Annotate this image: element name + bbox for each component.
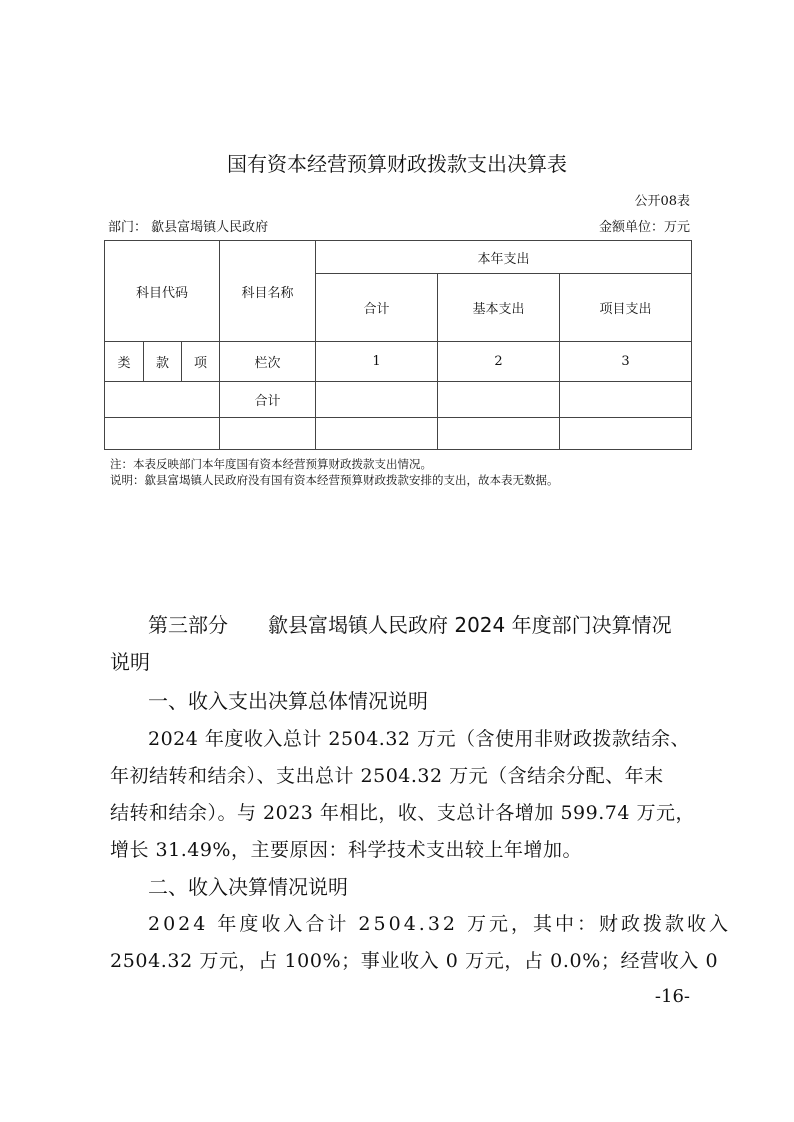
header-project-expense: 项目支出 [560,274,692,342]
row-basic [438,382,560,418]
row-total [316,382,438,418]
page-number: -16- [654,986,690,1007]
row-name: 合计 [220,382,316,418]
header-current-year-expense: 本年支出 [316,241,692,274]
row-basic [438,418,560,450]
row-name [220,418,316,450]
header-total: 合计 [316,274,438,342]
header-col-3: 3 [560,342,692,382]
header-item: 项 [182,342,220,382]
section-heading-1: 一、收入支出决算总体情况说明 [148,689,428,713]
header-column-index: 栏次 [220,342,316,382]
paragraph-line: 增长 31.49%，主要原因：科学技术支出较上年增加。 [110,839,582,861]
table-title: 国有资本经营预算财政拨款支出决算表 [227,152,567,176]
table-note: 注：本表反映部门本年度国有资本经营预算财政拨款支出情况。 [110,457,432,471]
budget-table [104,240,692,450]
paragraph-line: 2024 年度收入总计 2504.32 万元（含使用非财政拨款结余、 [148,728,691,750]
department-label: 部门： 歙县富堨镇人民政府 [108,220,269,235]
paragraph-line: 年初结转和结余）、支出总计 2504.32 万元（含结余分配、年末 [110,765,664,787]
table-number: 公开08表 [634,194,690,209]
table-explanation: 说明：歙县富堨镇人民政府没有国有资本经营预算财政拨款安排的支出，故本表无数据。 [110,473,559,487]
table-row [105,418,692,450]
paragraph-line: 2024 年度收入合计 2504.32 万元，其中：财政拨款收入 [148,913,732,935]
header-subject-code: 科目代码 [105,241,220,342]
header-col-1: 1 [316,342,438,382]
row-project [560,382,692,418]
row-project [560,418,692,450]
header-section: 款 [144,342,182,382]
section-heading-2: 二、收入决算情况说明 [148,875,348,899]
part-title: 第三部分 歙县富堨镇人民政府 2024 年度部门决算情况 [148,613,672,637]
unit-label: 金额单位：万元 [598,220,690,235]
table-row [105,382,692,418]
header-basic-expense: 基本支出 [438,274,560,342]
header-row-3 [105,342,692,382]
header-col-2: 2 [438,342,560,382]
part-title-continued: 说明 [110,650,150,674]
header-row-1 [105,241,692,274]
paragraph-line: 结转和结余）。与 2023 年相比，收、支总计各增加 599.74 万元， [110,802,695,824]
header-subject-name: 科目名称 [220,241,316,342]
paragraph-line: 2504.32 万元，占 100%；事业收入 0 万元，占 0.0%；经营收入 0 [110,950,719,972]
row-total [316,418,438,450]
row-code [105,418,220,450]
row-code [105,382,220,418]
header-category: 类 [105,342,144,382]
